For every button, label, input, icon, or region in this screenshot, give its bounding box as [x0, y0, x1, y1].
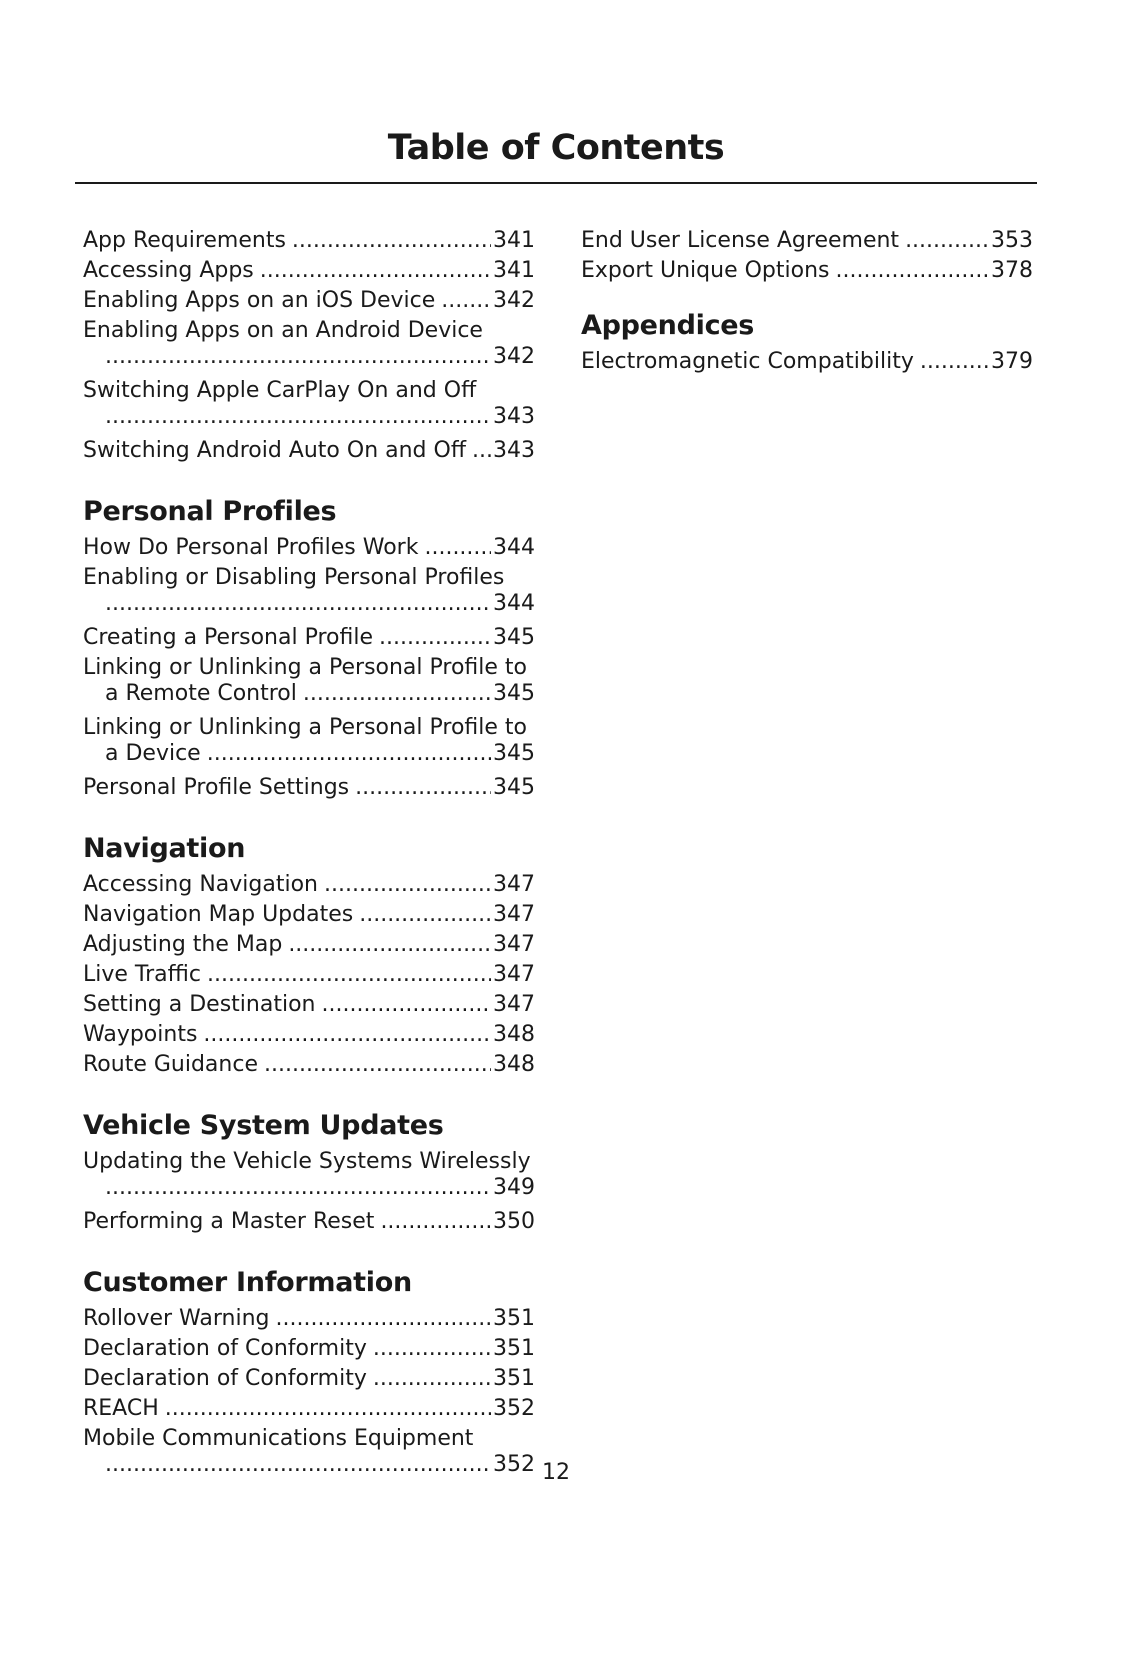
toc-entry-text: Adjusting the Map	[83, 932, 283, 957]
toc-entry-page: 351	[493, 1336, 535, 1361]
toc-entry-text: Live Traffic	[83, 962, 202, 987]
toc-entry-continuation: a Remote Control	[105, 681, 297, 706]
dot-leader	[424, 533, 491, 563]
toc-entry[interactable]	[83, 316, 535, 368]
toc-entry[interactable]	[581, 226, 1033, 256]
toc-entry[interactable]	[83, 900, 535, 930]
toc-entry[interactable]	[83, 870, 535, 900]
toc-entry-text: Accessing Apps	[83, 258, 254, 283]
section-heading-customer-information[interactable]: Customer Information	[83, 1267, 412, 1298]
dot-leader	[264, 1050, 491, 1080]
dot-leader	[105, 1177, 491, 1199]
toc-entry-text: How Do Personal Profiles Work	[83, 535, 419, 560]
dot-leader	[373, 1364, 491, 1394]
toc-entry-text: Performing a Master Reset	[83, 1209, 375, 1234]
dot-leader	[355, 773, 491, 803]
toc-entry-text: Switching Apple CarPlay On and Off	[83, 378, 477, 403]
toc-entry-page: 351	[493, 1366, 535, 1391]
toc-entry-text: Route Guidance	[83, 1052, 258, 1077]
dot-leader	[380, 1207, 491, 1237]
page-title: Table of Contents	[387, 128, 725, 168]
toc-entry-page: 347	[493, 872, 535, 897]
toc-left-column	[83, 226, 535, 1484]
toc-entry-page: 347	[493, 962, 535, 987]
dot-leader	[324, 870, 491, 900]
toc-entry-text: End User License Agreement	[581, 228, 900, 253]
dot-leader	[472, 436, 491, 466]
toc-entry[interactable]	[83, 533, 535, 563]
section-heading-vehicle-system-updates[interactable]: Vehicle System Updates	[83, 1110, 444, 1141]
toc-entry-page: 344	[493, 591, 535, 616]
toc-entry-page: 342	[493, 288, 535, 313]
dot-leader	[441, 286, 491, 316]
toc-entry[interactable]	[83, 960, 535, 990]
toc-entry-text: Personal Profile Settings	[83, 775, 350, 800]
toc-entry-page: 352	[493, 1396, 535, 1421]
toc-right-column	[581, 226, 1033, 377]
toc-entry-text: Electromagnetic Compatibility	[581, 349, 914, 374]
dot-leader	[260, 256, 491, 286]
toc-entry[interactable]	[83, 1364, 535, 1394]
toc-entry[interactable]	[83, 1050, 535, 1080]
title-divider	[75, 182, 1037, 184]
toc-entry-text: Enabling Apps on an Android Device	[83, 318, 483, 343]
toc-entry-text: Enabling or Disabling Personal Profiles	[83, 565, 505, 590]
toc-entry-page: 348	[493, 1052, 535, 1077]
toc-entry-text: App Requirements	[83, 228, 286, 253]
toc-entry-text: Rollover Warning	[83, 1306, 270, 1331]
dot-leader	[105, 406, 491, 428]
toc-entry-text: Updating the Vehicle Systems Wirelessly	[83, 1149, 531, 1174]
toc-entry[interactable]	[83, 1394, 535, 1424]
toc-entry[interactable]	[83, 1207, 535, 1237]
toc-entry-text: REACH	[83, 1396, 159, 1421]
toc-entry-page: 379	[991, 349, 1033, 374]
section-heading-navigation[interactable]: Navigation	[83, 833, 246, 864]
page-number: 12	[542, 1460, 570, 1485]
toc-entry[interactable]	[83, 773, 535, 803]
toc-entry[interactable]	[581, 347, 1033, 377]
dot-leader	[920, 347, 989, 377]
toc-entry[interactable]	[581, 256, 1033, 286]
toc-entry-page: 343	[493, 438, 535, 463]
toc-entry[interactable]	[83, 990, 535, 1020]
toc-entry-page: 352	[493, 1452, 535, 1477]
toc-entry-text: Navigation Map Updates	[83, 902, 354, 927]
toc-entry-text: Enabling Apps on an iOS Device	[83, 288, 436, 313]
dot-leader	[359, 900, 491, 930]
toc-entry-page: 347	[493, 992, 535, 1017]
toc-entry-page: 341	[493, 228, 535, 253]
toc-entry[interactable]	[83, 623, 535, 653]
toc-entry-text: Setting a Destination	[83, 992, 316, 1017]
dot-leader	[105, 346, 491, 368]
dot-leader	[288, 930, 491, 960]
toc-entry-page: 347	[493, 902, 535, 927]
toc-entry-page: 345	[493, 681, 535, 706]
toc-entry-text: Declaration of Conformity	[83, 1366, 367, 1391]
toc-entry-text: Linking or Unlinking a Personal Profile to	[83, 655, 528, 680]
toc-entry-page: 350	[493, 1209, 535, 1234]
toc-entry-page: 343	[493, 404, 535, 429]
toc-entry[interactable]	[83, 1304, 535, 1334]
dot-leader	[321, 990, 491, 1020]
toc-entry-text: Creating a Personal Profile	[83, 625, 373, 650]
dot-leader	[207, 743, 491, 765]
toc-entry-continuation: a Device	[105, 741, 201, 766]
toc-entry[interactable]	[83, 286, 535, 316]
toc-entry[interactable]	[83, 653, 535, 705]
toc-entry[interactable]	[83, 563, 535, 615]
toc-entry-text: Switching Android Auto On and Off	[83, 438, 466, 463]
dot-leader	[105, 593, 491, 615]
dot-leader	[836, 256, 990, 286]
toc-entry[interactable]	[83, 226, 535, 256]
toc-entry-page: 349	[493, 1175, 535, 1200]
dot-leader	[292, 226, 491, 256]
toc-entry-page: 345	[493, 625, 535, 650]
toc-entry-page: 348	[493, 1022, 535, 1047]
toc-entry[interactable]	[83, 436, 535, 466]
toc-entry-text: Accessing Navigation	[83, 872, 318, 897]
toc-entry-text: Mobile Communications Equipment	[83, 1426, 474, 1451]
dot-leader	[275, 1304, 491, 1334]
toc-entry-page: 345	[493, 775, 535, 800]
toc-entry-text: Linking or Unlinking a Personal Profile to	[83, 715, 528, 740]
toc-entry[interactable]	[83, 1334, 535, 1364]
dot-leader	[165, 1394, 491, 1424]
toc-entry-page: 342	[493, 344, 535, 369]
toc-entry[interactable]	[83, 1147, 535, 1199]
toc-entry-page: 347	[493, 932, 535, 957]
toc-entry-page: 345	[493, 741, 535, 766]
section-heading-personal-profiles[interactable]: Personal Profiles	[83, 496, 337, 527]
toc-entry-text: Declaration of Conformity	[83, 1336, 367, 1361]
dot-leader	[203, 1020, 491, 1050]
section-heading-appendices[interactable]: Appendices	[581, 310, 755, 341]
toc-entry[interactable]	[83, 1020, 535, 1050]
toc-entry-page: 351	[493, 1306, 535, 1331]
toc-entry-text: Export Unique Options	[581, 258, 830, 283]
toc-entry-page: 344	[493, 535, 535, 560]
toc-entry-page: 378	[991, 258, 1033, 283]
toc-entry[interactable]	[83, 256, 535, 286]
toc-entry[interactable]	[83, 376, 535, 428]
toc-entry[interactable]	[83, 930, 535, 960]
dot-leader	[207, 960, 491, 990]
dot-leader	[303, 683, 491, 705]
dot-leader	[373, 1334, 491, 1364]
toc-entry-page: 353	[991, 228, 1033, 253]
dot-leader	[379, 623, 491, 653]
dot-leader	[905, 226, 989, 256]
toc-entry[interactable]	[83, 713, 535, 765]
toc-entry-page: 341	[493, 258, 535, 283]
toc-entry-text: Waypoints	[83, 1022, 198, 1047]
